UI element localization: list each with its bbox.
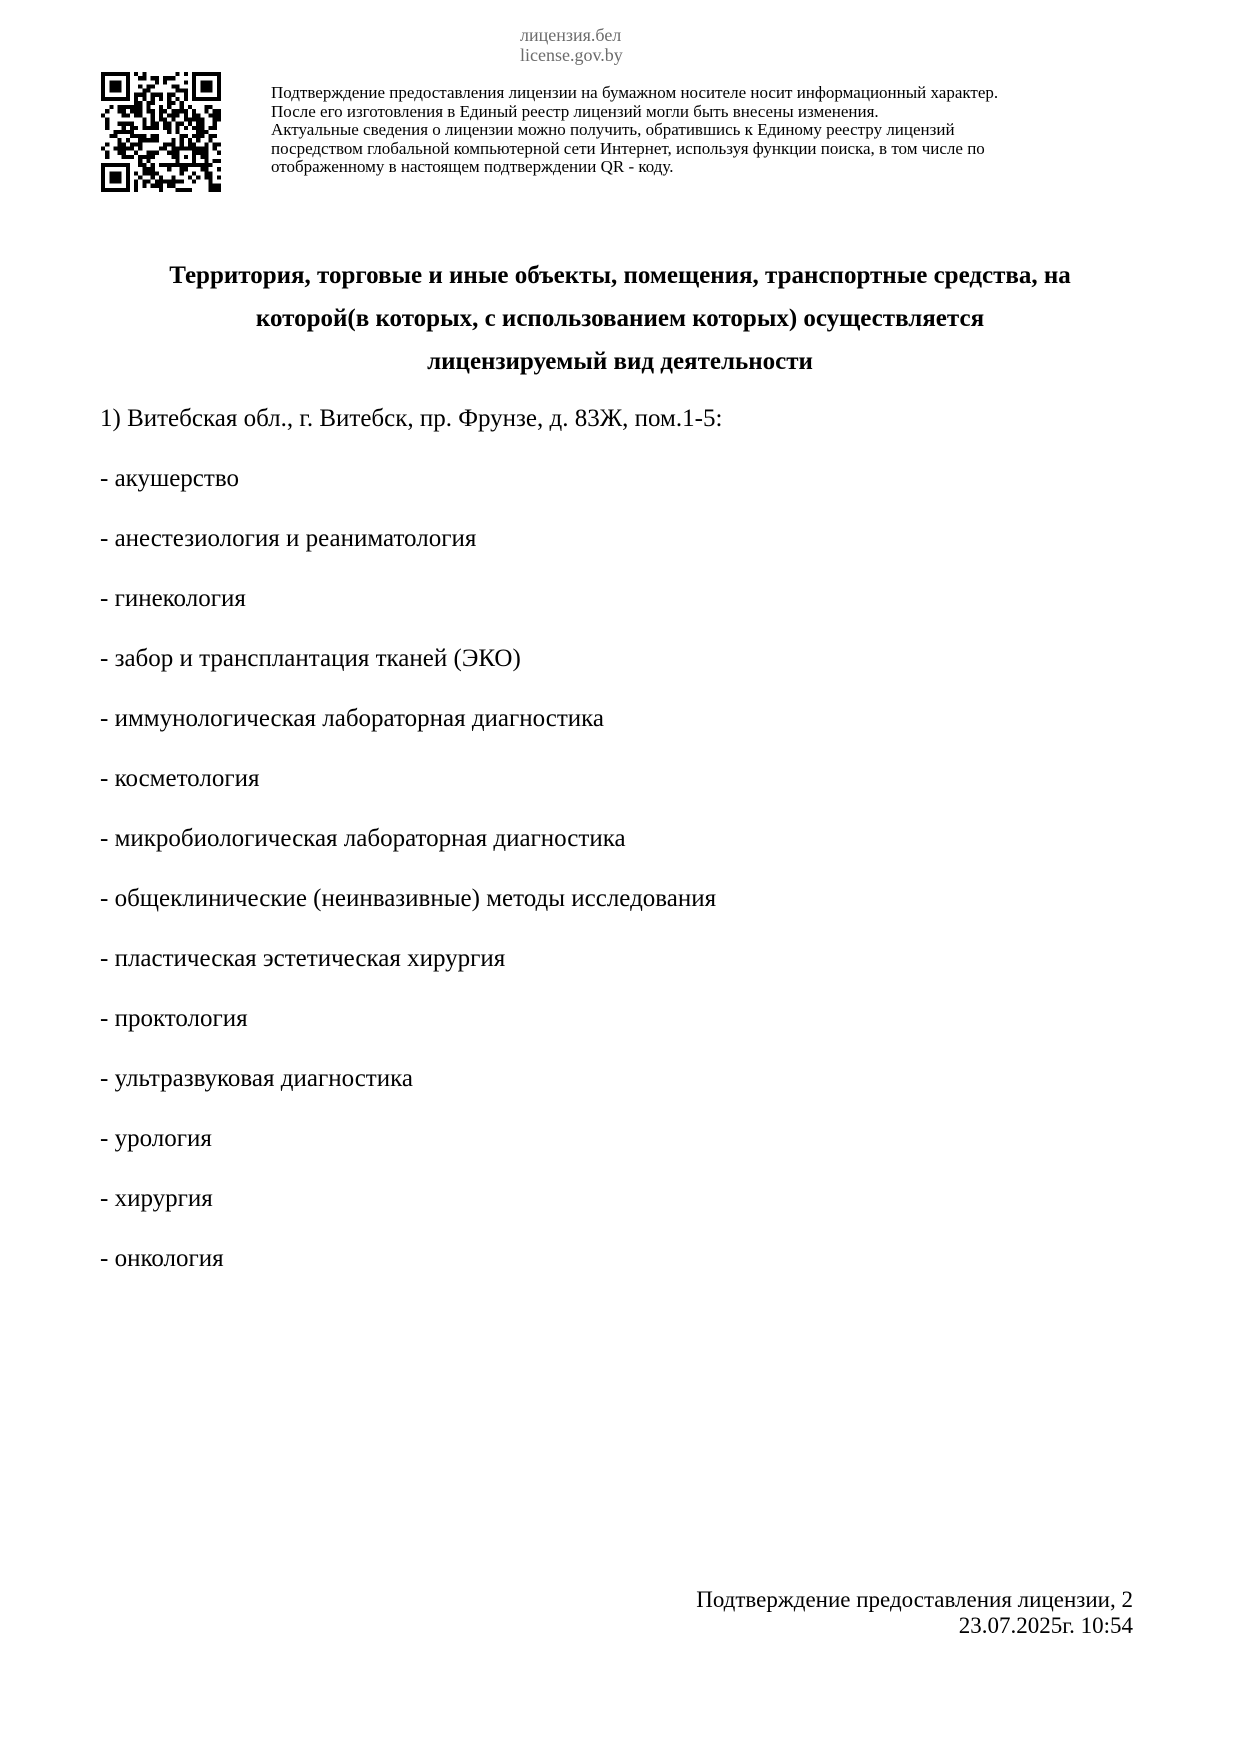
activity-list <box>100 463 716 1303</box>
notice-line: После его изготовления в Единый реестр лицензий могли быть внесены изменения. <box>271 101 879 121</box>
qr-code-icon <box>101 72 221 192</box>
site-name-cyrillic: лицензия.бел <box>520 25 622 45</box>
activity-item: - микробиологическая лабораторная диагностика <box>100 825 626 852</box>
activity-item: - хирургия <box>100 1185 213 1212</box>
premises-address: 1) Витебская обл., г. Витебск, пр. Фрунзе, д. 83Ж, пом.1-5: <box>100 405 723 432</box>
activity-item: - онкология <box>100 1245 224 1272</box>
notice-line: Актуальные сведения о лицензии можно получить, обратившись к Единому реестру лицензий <box>271 120 955 139</box>
notice-line: отображенному в настоящем подтверждении QR - коду. <box>271 157 674 176</box>
section-title <box>90 254 1150 383</box>
activity-item: - акушерство <box>100 465 239 492</box>
activity-item: - пластическая эстетическая хирургия <box>100 945 506 972</box>
site-header <box>520 25 623 65</box>
activity-item: - проктология <box>100 1005 248 1032</box>
notice-line: Подтверждение предоставления лицензии на бумажном носителе носит информационный характер. <box>271 83 999 102</box>
section-title-line: которой(в которых, с использованием которых) осуществляется <box>255 305 985 332</box>
activity-item: - урология <box>100 1125 212 1152</box>
activity-item: - гинекология <box>100 585 246 612</box>
footer-datetime: 23.07.2025г. 10:54 <box>958 1613 1133 1638</box>
site-name-latin: license.gov.by <box>520 45 623 65</box>
activity-item: - иммунологическая лабораторная диагностика <box>100 705 605 732</box>
activity-item: - анестезиология и реаниматология <box>100 525 477 552</box>
activity-item: - общеклинические (неинвазивные) методы исследования <box>100 885 717 912</box>
activity-item: - забор и трансплантация тканей (ЭКО) <box>100 645 521 672</box>
notice-text <box>271 84 1171 177</box>
notice-line: посредством глобальной компьютерной сети Интернет, используя функции поиска, в том числе по <box>271 138 985 158</box>
activity-item: - косметология <box>100 765 260 792</box>
section-title-line: Территория, торговые и иные объекты, помещения, транспортные средства, на <box>169 262 1071 289</box>
footer-document-label: Подтверждение предоставления лицензии, 2 <box>696 1587 1133 1612</box>
page-footer <box>696 1587 1133 1639</box>
activity-item: - ультразвуковая диагностика <box>100 1065 413 1092</box>
section-title-line: лицензируемый вид деятельности <box>427 348 813 375</box>
